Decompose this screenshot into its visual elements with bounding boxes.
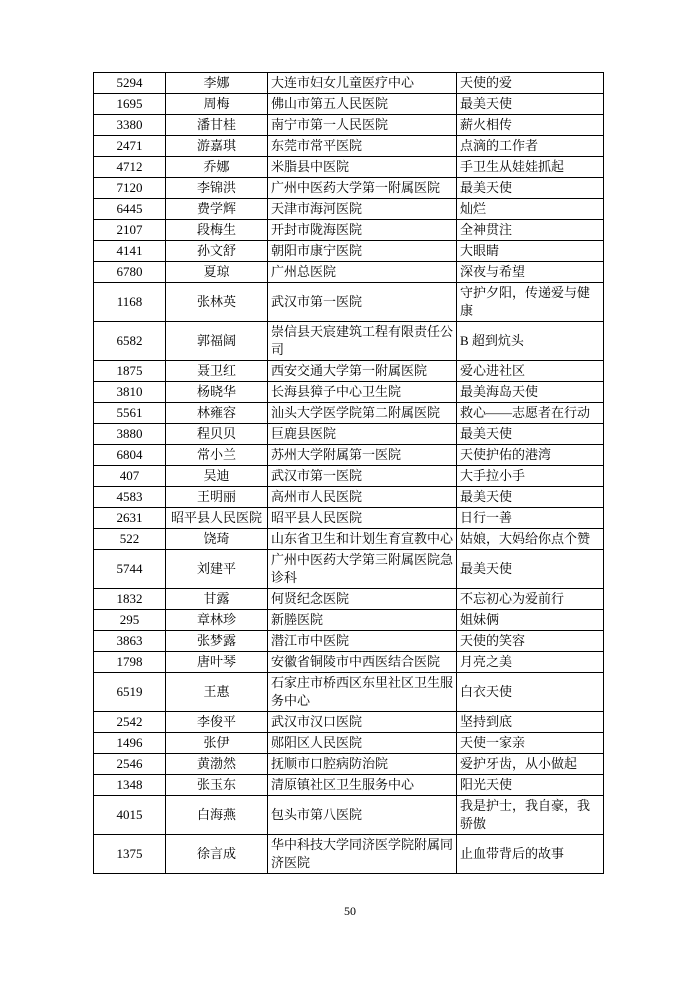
cell-entry: 手卫生从娃娃抓起 (457, 157, 604, 178)
cell-org: 天津市海河医院 (268, 199, 457, 220)
cell-name: 章林珍 (166, 610, 268, 631)
cell-entry: 薪火相传 (457, 115, 604, 136)
cell-entry: 我是护士，我自豪，我骄傲 (457, 796, 604, 835)
cell-name: 张林英 (166, 283, 268, 322)
cell-name: 张梦露 (166, 631, 268, 652)
cell-entry: 爱心进社区 (457, 361, 604, 382)
cell-id: 6780 (94, 262, 166, 283)
cell-org: 山东省卫生和计划生育宣教中心 (268, 529, 457, 550)
cell-id: 4141 (94, 241, 166, 262)
table-row (94, 835, 604, 874)
cell-name: 孙文舒 (166, 241, 268, 262)
table-row (94, 199, 604, 220)
cell-name: 杨晓华 (166, 382, 268, 403)
cell-org: 新塍医院 (268, 610, 457, 631)
table-row (94, 262, 604, 283)
cell-name: 李锦洪 (166, 178, 268, 199)
cell-org: 西安交通大学第一附属医院 (268, 361, 457, 382)
cell-entry: 阳光天使 (457, 775, 604, 796)
table-row (94, 157, 604, 178)
cell-org: 安徽省铜陵市中西医结合医院 (268, 652, 457, 673)
cell-org: 南宁市第一人民医院 (268, 115, 457, 136)
cell-id: 6804 (94, 445, 166, 466)
cell-id: 4583 (94, 487, 166, 508)
table-row (94, 631, 604, 652)
cell-name: 费学辉 (166, 199, 268, 220)
cell-name: 聂卫红 (166, 361, 268, 382)
cell-org: 武汉市汉口医院 (268, 712, 457, 733)
table-row (94, 754, 604, 775)
cell-id: 7120 (94, 178, 166, 199)
cell-name: 昭平县人民医院 (166, 508, 268, 529)
cell-entry: 天使的爱 (457, 73, 604, 94)
cell-name: 徐言成 (166, 835, 268, 874)
cell-id: 3810 (94, 382, 166, 403)
cell-entry: 日行一善 (457, 508, 604, 529)
cell-org: 武汉市第一医院 (268, 466, 457, 487)
cell-id: 5294 (94, 73, 166, 94)
table-row (94, 136, 604, 157)
cell-entry: 点滴的工作者 (457, 136, 604, 157)
cell-org: 抚顺市口腔病防治院 (268, 754, 457, 775)
cell-org: 郧阳区人民医院 (268, 733, 457, 754)
cell-name: 林雍容 (166, 403, 268, 424)
cell-entry: 坚持到底 (457, 712, 604, 733)
cell-org: 高州市人民医院 (268, 487, 457, 508)
table-row (94, 382, 604, 403)
cell-entry: 最美天使 (457, 424, 604, 445)
entries-table-body (94, 73, 604, 874)
cell-org: 华中科技大学同济医学院附属同济医院 (268, 835, 457, 874)
table-row (94, 712, 604, 733)
table-row (94, 403, 604, 424)
cell-name: 王惠 (166, 673, 268, 712)
cell-name: 唐叶琴 (166, 652, 268, 673)
cell-org: 大连市妇女儿童医疗中心 (268, 73, 457, 94)
cell-name: 张伊 (166, 733, 268, 754)
table-row (94, 424, 604, 445)
cell-org: 崇信县天宸建筑工程有限责任公司 (268, 322, 457, 361)
cell-entry: 守护夕阳，传递爱与健康 (457, 283, 604, 322)
cell-org: 朝阳市康宁医院 (268, 241, 457, 262)
cell-name: 李娜 (166, 73, 268, 94)
cell-entry: 最美天使 (457, 550, 604, 589)
table-row (94, 115, 604, 136)
cell-org: 武汉市第一医院 (268, 283, 457, 322)
cell-id: 2471 (94, 136, 166, 157)
cell-entry: 深夜与希望 (457, 262, 604, 283)
cell-org: 汕头大学医学院第二附属医院 (268, 403, 457, 424)
cell-org: 石家庄市桥西区东里社区卫生服务中心 (268, 673, 457, 712)
table-row (94, 733, 604, 754)
cell-org: 包头市第八医院 (268, 796, 457, 835)
cell-org: 昭平县人民医院 (268, 508, 457, 529)
page-number: 50 (344, 904, 356, 918)
cell-name: 王明丽 (166, 487, 268, 508)
cell-id: 407 (94, 466, 166, 487)
cell-id: 6519 (94, 673, 166, 712)
cell-name: 黄渤然 (166, 754, 268, 775)
table-row (94, 589, 604, 610)
cell-entry: 姐妹俩 (457, 610, 604, 631)
cell-entry: 最美海岛天使 (457, 382, 604, 403)
cell-org: 潜江市中医院 (268, 631, 457, 652)
cell-entry: 天使一家亲 (457, 733, 604, 754)
cell-name: 刘建平 (166, 550, 268, 589)
cell-org: 广州中医药大学第三附属医院急诊科 (268, 550, 457, 589)
cell-id: 1496 (94, 733, 166, 754)
cell-entry: 全神贯注 (457, 220, 604, 241)
cell-id: 522 (94, 529, 166, 550)
cell-id: 1348 (94, 775, 166, 796)
cell-name: 潘甘桂 (166, 115, 268, 136)
cell-org: 广州中医药大学第一附属医院 (268, 178, 457, 199)
cell-id: 5744 (94, 550, 166, 589)
cell-entry: 大手拉小手 (457, 466, 604, 487)
cell-org: 佛山市第五人民医院 (268, 94, 457, 115)
cell-name: 程贝贝 (166, 424, 268, 445)
table-row (94, 361, 604, 382)
cell-entry: 最美天使 (457, 94, 604, 115)
table-row (94, 220, 604, 241)
cell-org: 东莞市常平医院 (268, 136, 457, 157)
cell-entry: 不忘初心为爱前行 (457, 589, 604, 610)
cell-id: 2631 (94, 508, 166, 529)
cell-id: 1875 (94, 361, 166, 382)
cell-id: 3380 (94, 115, 166, 136)
cell-entry: 姑娘，大妈给你点个赞 (457, 529, 604, 550)
table-row (94, 487, 604, 508)
table-row (94, 73, 604, 94)
cell-id: 1168 (94, 283, 166, 322)
cell-name: 白海燕 (166, 796, 268, 835)
cell-entry: 止血带背后的故事 (457, 835, 604, 874)
cell-entry: 爱护牙齿，从小做起 (457, 754, 604, 775)
cell-name: 郭福阔 (166, 322, 268, 361)
cell-org: 广州总医院 (268, 262, 457, 283)
cell-id: 1832 (94, 589, 166, 610)
cell-name: 饶琦 (166, 529, 268, 550)
cell-org: 长海县獐子中心卫生院 (268, 382, 457, 403)
table-row (94, 796, 604, 835)
cell-name: 甘露 (166, 589, 268, 610)
cell-id: 2546 (94, 754, 166, 775)
table-row (94, 610, 604, 631)
cell-id: 6582 (94, 322, 166, 361)
cell-name: 李俊平 (166, 712, 268, 733)
table-row (94, 322, 604, 361)
cell-entry: 天使护佑的港湾 (457, 445, 604, 466)
table-row (94, 508, 604, 529)
cell-entry: 大眼睛 (457, 241, 604, 262)
cell-name: 常小兰 (166, 445, 268, 466)
cell-entry: 灿烂 (457, 199, 604, 220)
cell-id: 2107 (94, 220, 166, 241)
table-row (94, 529, 604, 550)
table-row (94, 775, 604, 796)
cell-id: 2542 (94, 712, 166, 733)
table-row (94, 673, 604, 712)
cell-id: 3880 (94, 424, 166, 445)
table-row (94, 283, 604, 322)
cell-entry: B 超到炕头 (457, 322, 604, 361)
table-row (94, 466, 604, 487)
cell-entry: 天使的笑容 (457, 631, 604, 652)
cell-id: 5561 (94, 403, 166, 424)
cell-org: 苏州大学附属第一医院 (268, 445, 457, 466)
table-row (94, 94, 604, 115)
cell-org: 何贤纪念医院 (268, 589, 457, 610)
cell-name: 游嘉琪 (166, 136, 268, 157)
cell-id: 6445 (94, 199, 166, 220)
cell-id: 295 (94, 610, 166, 631)
cell-id: 4015 (94, 796, 166, 835)
cell-name: 乔娜 (166, 157, 268, 178)
cell-name: 张玉东 (166, 775, 268, 796)
cell-name: 周梅 (166, 94, 268, 115)
cell-org: 米脂县中医院 (268, 157, 457, 178)
cell-name: 段梅生 (166, 220, 268, 241)
cell-name: 夏琼 (166, 262, 268, 283)
cell-org: 清原镇社区卫生服务中心 (268, 775, 457, 796)
cell-name: 吴迪 (166, 466, 268, 487)
cell-entry: 救心——志愿者在行动 (457, 403, 604, 424)
entries-table (93, 72, 604, 874)
cell-entry: 月亮之美 (457, 652, 604, 673)
table-row (94, 652, 604, 673)
table-row (94, 445, 604, 466)
cell-id: 4712 (94, 157, 166, 178)
table-row (94, 178, 604, 199)
table-row (94, 241, 604, 262)
cell-id: 3863 (94, 631, 166, 652)
cell-id: 1798 (94, 652, 166, 673)
table-row (94, 550, 604, 589)
cell-id: 1695 (94, 94, 166, 115)
cell-org: 巨鹿县医院 (268, 424, 457, 445)
cell-id: 1375 (94, 835, 166, 874)
cell-entry: 最美天使 (457, 487, 604, 508)
cell-entry: 白衣天使 (457, 673, 604, 712)
cell-org: 开封市陇海医院 (268, 220, 457, 241)
cell-entry: 最美天使 (457, 178, 604, 199)
